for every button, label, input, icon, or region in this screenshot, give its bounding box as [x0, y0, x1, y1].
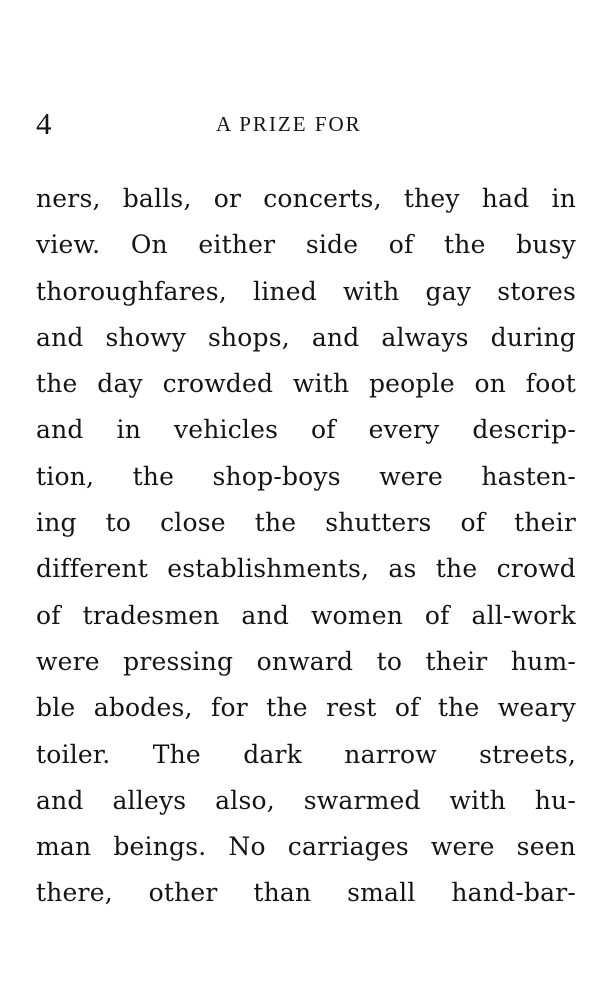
text-line: and alleys also, swarmed with hu- — [36, 785, 576, 815]
running-head: A PRIZE FOR — [216, 112, 362, 136]
text-line: the day crowded with people on foot — [36, 369, 576, 399]
text-line: ing to close the shutters of their — [36, 508, 576, 538]
text-line: ble abodes, for the rest of the weary — [36, 693, 576, 723]
text-line: toiler. The dark narrow streets, — [36, 739, 576, 769]
text-line: there, other than small hand-bar- — [36, 878, 576, 908]
text-line: man beings. No carriages were seen — [36, 832, 576, 862]
text-line: thoroughfares, lined with gay stores — [36, 276, 576, 306]
page-header — [36, 104, 576, 144]
text-line: of tradesmen and women of all-work — [36, 600, 576, 630]
text-line: were pressing onward to their hum- — [36, 646, 576, 676]
text-line: view. On either side of the busy — [36, 230, 576, 260]
text-line: different establishments, as the crowd — [36, 554, 576, 584]
text-line: ners, balls, or concerts, they had in — [36, 184, 576, 213]
page-number: 4 — [36, 106, 52, 141]
text-line: and showy shops, and always during — [36, 322, 576, 352]
text-line: tion, the shop-boys were hasten- — [36, 461, 576, 491]
text-line: and in vehicles of every descrip- — [36, 415, 576, 445]
body-text — [36, 176, 576, 917]
